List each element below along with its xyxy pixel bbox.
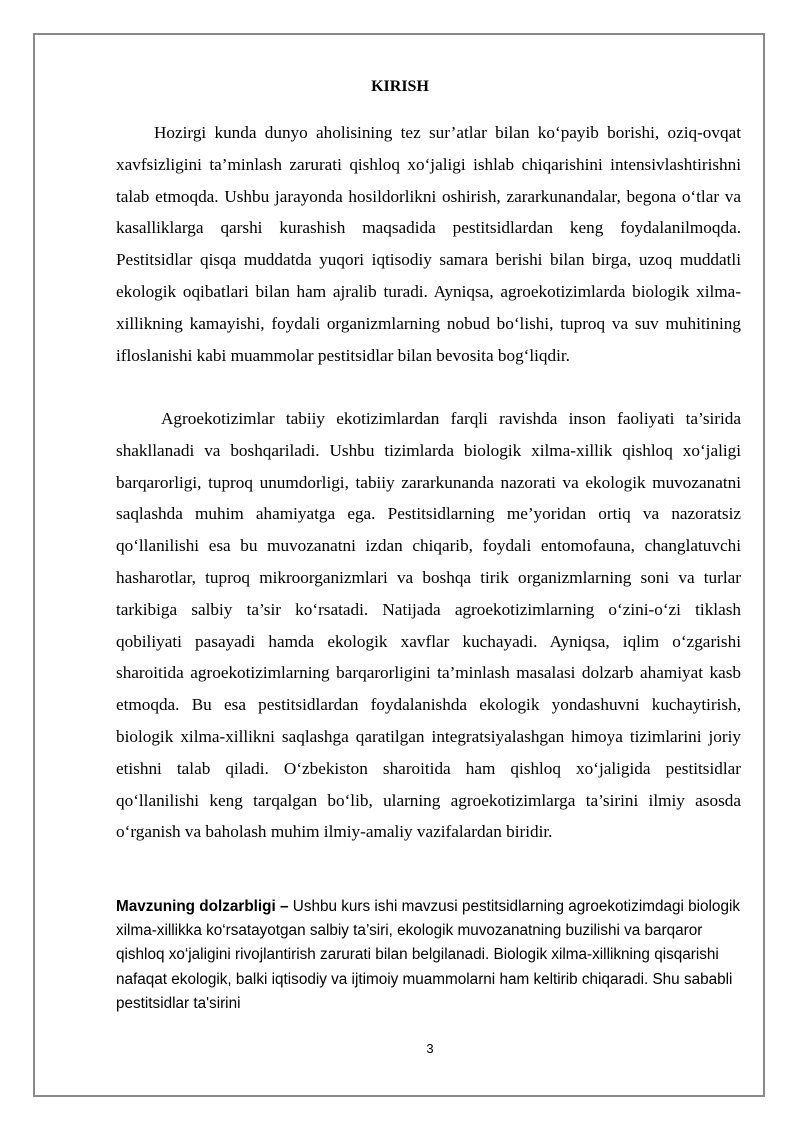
intro-paragraph-1: Hozirgi kunda dunyo aholisining tez sur’atlar bilan ko‘payib borishi, oziq-ovqat xavfsizligini ta’minlash zarurati qishloq xo‘jaligi ishlab chiqarishini intensivlashtirishni talab etmoqda. Ushbu jarayonda hosildorlikni oshirish, zararkunandalar, begona o‘tlar va kasalliklarga qarshi kurashish maqsadida pestitsidlardan keng foydalanilmoqda. Pestitsidlar qisqa muddatda yuqori iqtisodiy samara berishi bilan birga, uzoq muddatli ekologik oqibatlari bilan ham ajralib turadi. Ayniqsa, agroekotizimlarda biologik xilma-xillikning kamayishi, foydali organizmlarning nobud bo‘lishi, tuproq va suv muhitining ifloslanishi kabi muammolar pestitsidlar bilan bevosita bog‘liqdir.: [116, 123, 741, 365]
relevance-heading: Mavzuning dolzarbligi –: [116, 898, 289, 915]
relevance-text: Ushbu kurs ishi mavzusi pestitsidlarning agroekotizimdagi biologik xilma-xillikka ko‘rsatayotgan salbiy ta’siri, ekologik muvozanatning buzilishi va barqaror qishloq xo‘jaligini rivojlantirish zarurati bilan belgilanadi. Biologik xilma-xillikning qisqarishi nafaqat ekologik, balki iqtisodiy va ijtimoiy muammolarni ham keltirib chiqaradi. Shu sababli pestitsidlar ta'sirini: [116, 898, 740, 1012]
section-title: KIRISH: [371, 78, 429, 95]
page-number: 3: [426, 1041, 434, 1056]
intro-paragraph-2: Agroekotizimlar tabiiy ekotizimlardan farqli ravishda inson faoliyati ta’sirida shakllanadi va boshqariladi. Ushbu tizimlarda biologik xilma-xillik qishloq xo‘jaligi barqarorligi, tuproq unumdorligi, tabiiy zararkunanda nazorati va ekologik muvozanatni saqlashda muhim ahamiyatga ega. Pestitsidlarning me’yoridan ortiq va nazoratsiz qo‘llanilishi esa bu muvozanatni izdan chiqarib, foydali entomofauna, changlatuvchi hasharotlar, tuproq mikroorganizmlari va boshqa tirik organizmlarning soni va turlar tarkibiga salbiy ta’sir ko‘rsatadi. Natijada agroekotizimlarning o‘zini-o‘zi tiklash qobiliyati pasayadi hamda ekologik xavflar kuchayadi. Ayniqsa, iqlim o‘zgarishi sharoitida agroekotizimlarning barqarorligini ta’minlash masalasi dolzarb ahamiyat kasb etmoqda. Bu esa pestitsidlardan foydalanishda ekologik yondashuvni kuchaytirish, biologik xilma-xillikni saqlashga qaratilgan integratsiyalashgan himoya tizimlarini joriy etishni talab qiladi. O‘zbekiston sharoitida ham qishloq xo‘jaligida pestitsidlar qo‘llanilishi keng tarqalgan bo‘lib, ularning agroekotizimlarga ta’sirini ilmiy asosda o‘rganish va baholash muhim ilmiy-amaliy vazifalardan biridir.: [116, 409, 741, 842]
relevance-paragraph: [116, 895, 741, 1016]
